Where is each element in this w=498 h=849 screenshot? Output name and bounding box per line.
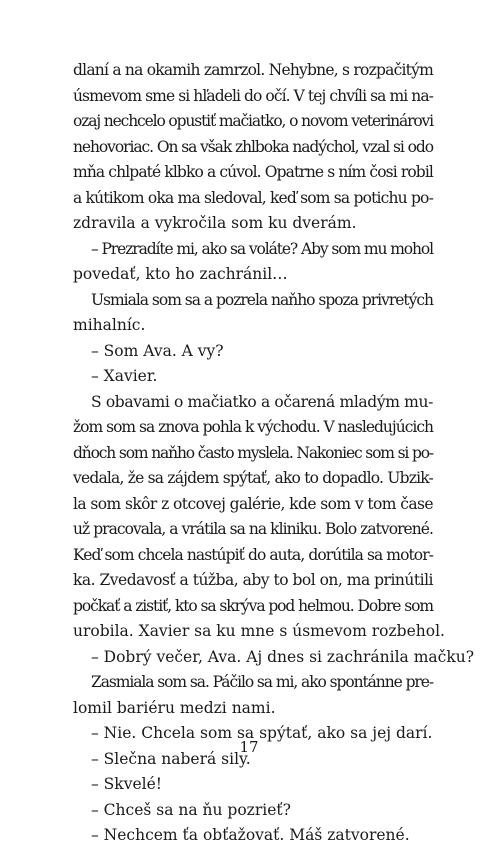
text-line: – Prezradíte mi, ako sa voláte? Aby som mu mohol <box>91 239 433 258</box>
text-line: lomil bariéru medzi nami. <box>73 698 276 717</box>
text-line: – Som Ava. A vy? <box>91 341 224 360</box>
text-line: Usmiala som sa a pozrela naňho spoza privretých <box>91 290 433 309</box>
text-line: počkať a zistiť, kto sa skrýva pod helmou. Dobre som <box>73 596 433 615</box>
text-line: – Skvelé! <box>91 775 162 793</box>
text-line: povedať, kto ho zachránil… <box>73 265 288 283</box>
text-line: mihalníc. <box>73 316 146 334</box>
text-line: žom som sa znova pohla k východu. V nasledujúcich <box>73 418 433 436</box>
text-line: a kútikom oka ma sledoval, keď som sa potichu po- <box>73 188 433 207</box>
text-line: úsmevom sme si hľadeli do očí. V tej chvíli sa mi na- <box>73 86 433 105</box>
text-line: – Xavier. <box>91 367 158 385</box>
text-line: urobila. Xavier sa ku mne s úsmevom rozbehol. <box>73 622 445 640</box>
text-line: vedala, že sa zájdem spýtať, ako to dopadlo. Ubzik- <box>73 469 433 487</box>
text-line: dňoch som naňho často myslela. Nakoniec som si po- <box>73 443 433 462</box>
text-line: Zasmiala som sa. Páčilo sa mi, ako spontánne pre- <box>91 673 434 691</box>
text-line: – Chceš sa na ňu pozrieť? <box>91 800 291 819</box>
text-line: Keď som chcela nastúpiť do auta, dorútila sa motor- <box>73 545 433 564</box>
text-line: dlaní a na okamih zamrzol. Nehybne, s rozpačitým <box>73 61 433 79</box>
text-line: la som skôr z otcovej galérie, kde som v tom čase <box>73 494 433 513</box>
page-number: 17 <box>239 738 259 756</box>
text-line: – Nechcem ťa obťažovať. Máš zatvorené. <box>91 826 410 844</box>
text-line: S obavami o mačiatko a očarená mladým mu- <box>91 392 433 411</box>
text-line: nehovoriac. On sa však zhlboka nadýchol, vzal si odo <box>73 137 433 156</box>
text-line: – Slečna naberá sily. <box>91 749 251 768</box>
text-line: – Nie. Chcela som sa spýtať, ako sa jej darí. <box>91 724 433 742</box>
text-line: už pracovala, a vrátila sa na kliniku. Bolo zatvorené. <box>73 520 433 538</box>
body-text <box>73 58 475 849</box>
text-line: – Dobrý večer, Ava. Aj dnes si zachránila mačku? <box>91 647 475 666</box>
text-line: ka. Zvedavosť a túžba, aby to bol on, ma prinútili <box>73 571 433 589</box>
text-line: ozaj nechcelo opustiť mačiatko, o novom veterinárovi <box>73 112 433 130</box>
text-line: mňa chlpaté klbko a cúvol. Opatrne s ním čosi robil <box>73 163 433 181</box>
text-line: zdravila a vykročila som ku dverám. <box>73 214 357 232</box>
